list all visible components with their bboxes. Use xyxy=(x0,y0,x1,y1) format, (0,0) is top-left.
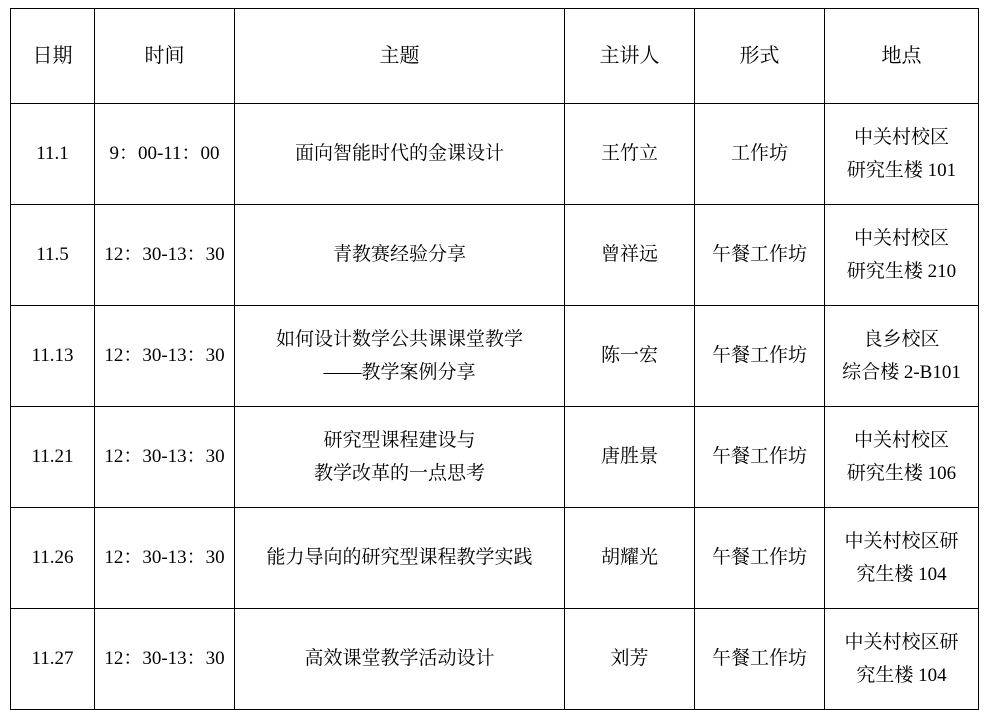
cell-time: 9：00-11：00 xyxy=(95,104,235,205)
column-header-time: 时间 xyxy=(95,9,235,104)
cell-date: 11.27 xyxy=(11,609,95,710)
table-body xyxy=(11,104,979,710)
cell-place-line: 中关村校区研 xyxy=(844,530,959,552)
cell-speaker: 曾祥远 xyxy=(565,205,695,306)
cell-format: 工作坊 xyxy=(695,104,825,205)
cell-format: 午餐工作坊 xyxy=(695,205,825,306)
cell-speaker: 刘芳 xyxy=(565,609,695,710)
cell-topic-line: 能力导向的研究型课程教学实践 xyxy=(266,547,533,569)
cell-place xyxy=(825,407,979,508)
cell-place-line: 究生楼 104 xyxy=(856,564,947,585)
cell-place xyxy=(825,306,979,407)
cell-time: 12：30-13：30 xyxy=(95,508,235,609)
cell-place xyxy=(825,508,979,609)
column-header-place: 地点 xyxy=(825,9,979,104)
cell-speaker: 胡耀光 xyxy=(565,508,695,609)
table-row xyxy=(11,508,979,609)
cell-topic xyxy=(235,205,565,306)
column-header-speaker: 主讲人 xyxy=(565,9,695,104)
table-row xyxy=(11,205,979,306)
cell-date: 11.5 xyxy=(11,205,95,306)
cell-topic-line: 青教赛经验分享 xyxy=(332,244,466,266)
cell-place-line: 中关村校区 xyxy=(853,126,949,148)
cell-place-line: 研究生楼 210 xyxy=(846,261,957,282)
table-row xyxy=(11,104,979,205)
cell-topic xyxy=(235,306,565,407)
cell-topic-line: 教学改革的一点思考 xyxy=(313,463,485,484)
cell-place xyxy=(825,205,979,306)
cell-place-line: 中关村校区研 xyxy=(844,631,959,653)
table-header-row xyxy=(11,9,979,104)
cell-place xyxy=(825,609,979,710)
cell-topic xyxy=(235,407,565,508)
column-header-date: 日期 xyxy=(11,9,95,104)
cell-topic-line: 高效课堂教学活动设计 xyxy=(304,648,495,670)
cell-speaker: 唐胜景 xyxy=(565,407,695,508)
cell-topic-line: 如何设计数学公共课课堂教学 xyxy=(275,328,523,350)
cell-format: 午餐工作坊 xyxy=(695,609,825,710)
cell-date: 11.13 xyxy=(11,306,95,407)
cell-place-line: 研究生楼 101 xyxy=(846,160,957,181)
cell-speaker: 陈一宏 xyxy=(565,306,695,407)
cell-time: 12：30-13：30 xyxy=(95,205,235,306)
cell-topic xyxy=(235,609,565,710)
cell-time: 12：30-13：30 xyxy=(95,407,235,508)
cell-topic-line: ——教学案例分享 xyxy=(323,362,476,383)
cell-place-line: 综合楼 2-B101 xyxy=(842,362,961,383)
cell-place-line: 中关村校区 xyxy=(853,227,949,249)
cell-date: 11.1 xyxy=(11,104,95,205)
cell-format: 午餐工作坊 xyxy=(695,508,825,609)
table-row xyxy=(11,609,979,710)
cell-place xyxy=(825,104,979,205)
cell-format: 午餐工作坊 xyxy=(695,306,825,407)
cell-place-line: 良乡校区 xyxy=(863,328,940,350)
column-header-topic: 主题 xyxy=(235,9,565,104)
cell-speaker: 王竹立 xyxy=(565,104,695,205)
cell-place-line: 究生楼 104 xyxy=(856,665,947,686)
table-row xyxy=(11,407,979,508)
cell-topic-line: 面向智能时代的金课设计 xyxy=(294,143,504,165)
cell-format: 午餐工作坊 xyxy=(695,407,825,508)
column-header-format: 形式 xyxy=(695,9,825,104)
cell-topic xyxy=(235,508,565,609)
cell-date: 11.21 xyxy=(11,407,95,508)
schedule-table xyxy=(10,8,979,710)
cell-time: 12：30-13：30 xyxy=(95,609,235,710)
cell-date: 11.26 xyxy=(11,508,95,609)
table-header xyxy=(11,9,979,104)
table-row xyxy=(11,306,979,407)
cell-place-line: 中关村校区 xyxy=(853,429,949,451)
cell-topic-line: 研究型课程建设与 xyxy=(323,429,476,451)
cell-place-line: 研究生楼 106 xyxy=(846,463,957,484)
cell-topic xyxy=(235,104,565,205)
cell-time: 12：30-13：30 xyxy=(95,306,235,407)
